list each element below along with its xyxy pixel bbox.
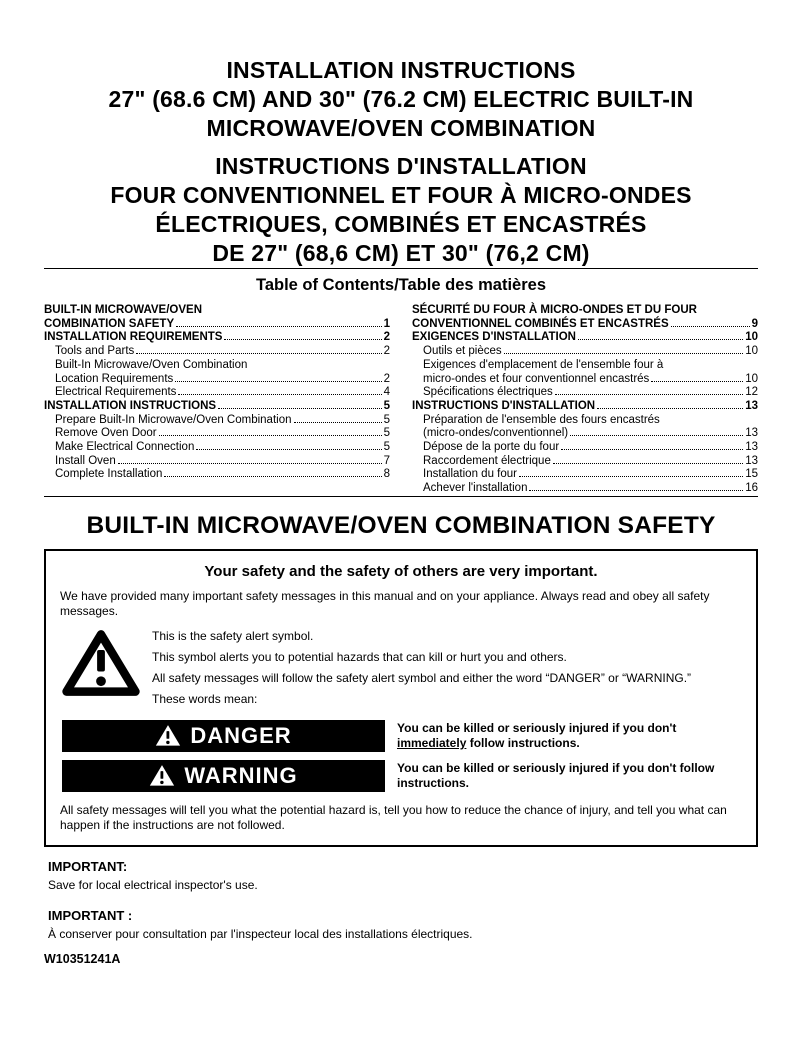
table-of-contents (44, 276, 758, 496)
dot-leader (553, 463, 743, 464)
alert-line: All safety messages will follow the safety alert symbol and either the word “DANGER” or “WARNING.” (152, 670, 692, 685)
danger-text-part: follow instructions. (466, 735, 580, 750)
safety-intro-text: We have provided many important safety messages in this manual and on your appliance. Always read and obey all safety messages. (60, 588, 710, 618)
toc-entry-preline: BUILT-IN MICROWAVE/OVEN (44, 304, 203, 316)
toc-entry-label: CONVENTIONNEL COMBINÉS ET ENCASTRÉS (412, 317, 669, 330)
dot-leader (597, 408, 743, 409)
dot-leader (218, 408, 382, 409)
danger-text-underlined: immediately (397, 735, 467, 750)
danger-label: DANGER (190, 722, 292, 748)
dot-leader (570, 435, 743, 436)
toc-page-number: 13 (745, 399, 758, 412)
warning-label: WARNING (184, 762, 298, 788)
dot-leader (671, 326, 750, 327)
toc-page-number: 5 (383, 413, 390, 426)
toc-entry (44, 304, 390, 331)
toc-entry-label: COMBINATION SAFETY (44, 317, 175, 330)
toc-heading: Table of Contents/Table des matières (255, 276, 547, 294)
toc-entry (44, 414, 390, 428)
important-text-fr: À conserver pour consultation par l'inspecteur local des installations électriques. (48, 926, 473, 941)
toc-entry (412, 482, 758, 496)
toc-entry-label: Dépose de la porte du four (423, 441, 560, 454)
toc-entry-label: Tools and Parts (55, 345, 135, 358)
toc-page-number: 13 (745, 427, 758, 440)
dot-leader (519, 476, 743, 477)
divider-top (44, 268, 758, 269)
dot-leader (294, 422, 382, 423)
title-line-en: 27" (68.6 CM) AND 30" (76.2 CM) ELECTRIC BUILT-IN (108, 86, 694, 112)
toc-entry-label: Raccordement électrique (423, 454, 551, 467)
danger-row (62, 720, 742, 752)
dot-leader (164, 476, 381, 477)
dot-leader (224, 339, 381, 340)
divider-bottom (44, 496, 758, 497)
toc-page-number: 2 (383, 331, 390, 344)
toc-entry-preline: Préparation de l'ensemble des fours encastrés (423, 413, 660, 426)
toc-entry (412, 455, 758, 469)
toc-entry (412, 468, 758, 482)
toc-entry (412, 400, 758, 414)
toc-page-number: 9 (751, 317, 758, 330)
toc-page-number: 5 (383, 441, 390, 454)
toc-page-number: 13 (745, 454, 758, 467)
toc-entry (412, 441, 758, 455)
toc-page-number: 12 (745, 386, 758, 399)
toc-page-number: 16 (745, 482, 758, 495)
toc-entry (44, 427, 390, 441)
dot-leader (118, 463, 382, 464)
toc-page-number: 8 (383, 468, 390, 481)
dot-leader (175, 381, 381, 382)
danger-description (397, 721, 742, 751)
safety-alert-icon (62, 628, 140, 698)
toc-page-number: 5 (383, 399, 390, 412)
toc-entry (412, 359, 758, 386)
title-line-fr: INSTRUCTIONS D'INSTALLATION (215, 153, 587, 179)
dot-leader (504, 353, 744, 354)
dot-leader (196, 449, 381, 450)
safety-alert-icon (155, 724, 181, 747)
safety-box-title: Your safety and the safety of others are very important. (204, 562, 598, 580)
toc-entry-label: Remove Oven Door (55, 427, 157, 440)
toc-entry-label: EXIGENCES D'INSTALLATION (412, 331, 576, 344)
dot-leader (159, 435, 382, 436)
dot-leader (178, 394, 381, 395)
toc-entry-label: (micro-ondes/conventionnel) (423, 427, 569, 440)
toc-entry-label: INSTALLATION REQUIREMENTS (44, 331, 223, 344)
toc-page-number: 5 (383, 427, 390, 440)
toc-page-number: 13 (745, 441, 758, 454)
safety-section-heading: BUILT-IN MICROWAVE/OVEN COMBINATION SAFETY (86, 511, 716, 539)
alert-line: This symbol alerts you to potential hazards that can kill or hurt you and others. (152, 649, 567, 664)
toc-entry (44, 441, 390, 455)
toc-entry-label: Electrical Requirements (55, 386, 177, 399)
alert-line: This is the safety alert symbol. (152, 628, 314, 643)
title-line-en: MICROWAVE/OVEN COMBINATION (206, 115, 596, 141)
toc-column-french (412, 304, 758, 496)
toc-entry-label: Location Requirements (55, 372, 174, 385)
toc-page-number: 2 (383, 345, 390, 358)
toc-entry-preline: Built-In Microwave/Oven Combination (55, 358, 248, 371)
important-label-fr: IMPORTANT : (48, 907, 133, 923)
toc-entry-preline: Exigences d'emplacement de l'ensemble four à (423, 358, 664, 371)
toc-entry (44, 359, 390, 386)
toc-entry-label: INSTRUCTIONS D'INSTALLATION (412, 399, 596, 412)
toc-page-number: 2 (383, 372, 390, 385)
important-label-en: IMPORTANT: (48, 858, 128, 874)
toc-entry (44, 468, 390, 482)
toc-entry (412, 414, 758, 441)
safety-outro-text: All safety messages will tell you what the potential hazard is, tell you how to reduce the chance of injury, and tell you what can happen if the instructions are not followed. (60, 802, 727, 832)
footer (44, 859, 758, 966)
danger-signal-panel (62, 720, 385, 752)
toc-entry (44, 386, 390, 400)
toc-column-english (44, 304, 390, 496)
toc-page-number: 10 (745, 331, 758, 344)
toc-entry-label: Achever l'installation (423, 482, 528, 495)
title-line-fr: FOUR CONVENTIONNEL ET FOUR À MICRO-ONDES (110, 182, 692, 208)
toc-entry (412, 386, 758, 400)
toc-entry (44, 455, 390, 469)
toc-entry (412, 331, 758, 345)
part-number: W10351241A (44, 951, 121, 966)
toc-entry-label: Complete Installation (55, 468, 163, 481)
toc-entry (412, 345, 758, 359)
toc-entry-label: Install Oven (55, 454, 116, 467)
toc-page-number: 10 (745, 372, 758, 385)
toc-entry-label: Installation du four (423, 468, 517, 481)
toc-entry-label: Make Electrical Connection (55, 441, 195, 454)
toc-entry (44, 331, 390, 345)
warning-signal-panel (62, 760, 385, 792)
safety-alert-row (62, 628, 742, 713)
title-line-fr: DE 27" (68,6 CM) ET 30" (76,2 CM) (212, 240, 590, 266)
toc-page-number: 15 (745, 468, 758, 481)
dot-leader (651, 381, 743, 382)
toc-entry-label: Outils et pièces (423, 345, 502, 358)
warning-row (62, 760, 742, 792)
dot-leader (561, 449, 743, 450)
toc-entry (44, 345, 390, 359)
toc-entry-label: INSTALLATION INSTRUCTIONS (44, 399, 217, 412)
toc-page-number: 7 (383, 454, 390, 467)
alert-description (152, 628, 691, 713)
dot-leader (578, 339, 743, 340)
dot-leader (136, 353, 381, 354)
safety-notice-box (44, 549, 758, 847)
important-text-en: Save for local electrical inspector's use. (48, 877, 258, 892)
toc-entry (412, 304, 758, 331)
alert-line: These words mean: (152, 691, 258, 706)
toc-entry (44, 400, 390, 414)
toc-page-number: 10 (745, 345, 758, 358)
toc-entry-label: Prepare Built-In Microwave/Oven Combination (55, 413, 292, 426)
toc-entry-label: Spécifications électriques (423, 386, 553, 399)
document-title-block (44, 56, 758, 268)
dot-leader (176, 326, 381, 327)
toc-entry-label: micro-ondes et four conventionnel encastrés (423, 372, 650, 385)
toc-entry-preline: SÉCURITÉ DU FOUR À MICRO-ONDES ET DU FOUR (412, 304, 697, 316)
safety-alert-icon (149, 764, 175, 787)
title-line-fr: ÉLECTRIQUES, COMBINÉS ET ENCASTRÉS (155, 211, 647, 237)
dot-leader (555, 394, 743, 395)
toc-page-number: 4 (383, 386, 390, 399)
dot-leader (529, 490, 743, 491)
warning-description: You can be killed or seriously injured if you don't follow instructions. (397, 760, 715, 790)
danger-text-part: You can be killed or seriously injured if you don't (397, 720, 677, 735)
title-line-en: INSTALLATION INSTRUCTIONS (226, 57, 576, 83)
toc-page-number: 1 (383, 317, 390, 330)
